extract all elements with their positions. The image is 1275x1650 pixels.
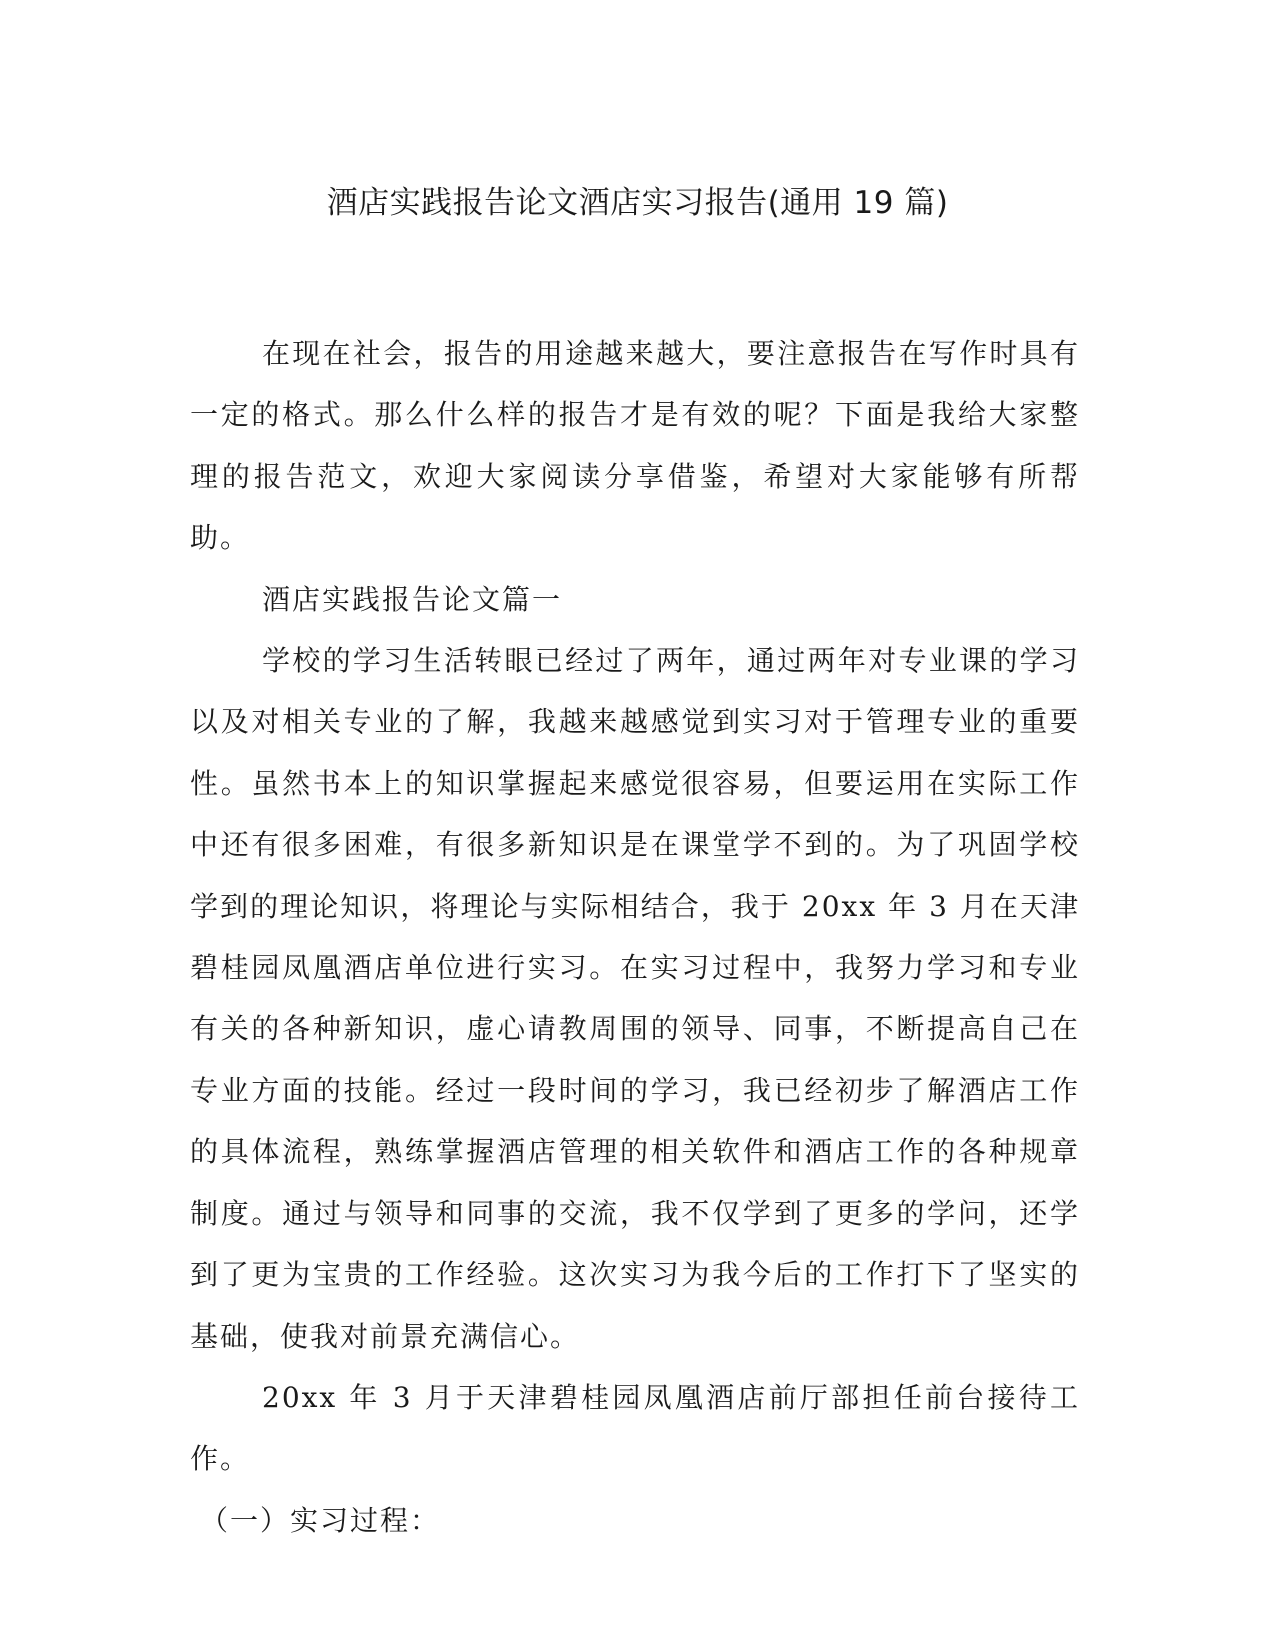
document-body xyxy=(190,323,1080,1551)
body-paragraph: 学校的学习生活转眼已经过了两年，通过两年对专业课的学习以及对相关专业的了解，我越来越感觉到实习对于管理专业的重要性。虽然书本上的知识掌握起来感觉很容易，但要运用在实际工作中还有很多困难，有很多新知识是在课堂学不到的。为了巩固学校学到的理论知识，将理论与实际相结合，我于 20xx 年 3 月在天津碧桂园凤凰酒店单位进行实习。在实习过程中，我努力学习和专业有关的各种新知识，虚心请教周围的领导、同事，不断提高自己在专业方面的技能。经过一段时间的学习，我已经初步了解酒店工作的具体流程，熟练掌握酒店管理的相关软件和酒店工作的各种规章制度。通过与领导和同事的交流，我不仅学到了更多的学问，还学到了更为宝贵的工作经验。这次实习为我今后的工作打下了坚实的基础，使我对前景充满信心。 xyxy=(190,644,1080,1353)
body-paragraph: 20xx 年 3 月于天津碧桂园凤凰酒店前厅部担任前台接待工作。 xyxy=(190,1380,1080,1476)
document-title: 酒店实践报告论文酒店实习报告(通用 19 篇) xyxy=(326,185,949,221)
section-heading: 酒店实践报告论文篇一 xyxy=(262,582,563,616)
intro-paragraph: 在现在社会，报告的用途越来越大，要注意报告在写作时具有一定的格式。那么什么样的报告才是有效的呢？下面是我给大家整理的报告范文，欢迎大家阅读分享借鉴，希望对大家能够有所帮助。 xyxy=(190,337,1080,555)
subsection-heading: （一）实习过程： xyxy=(200,1503,441,1537)
